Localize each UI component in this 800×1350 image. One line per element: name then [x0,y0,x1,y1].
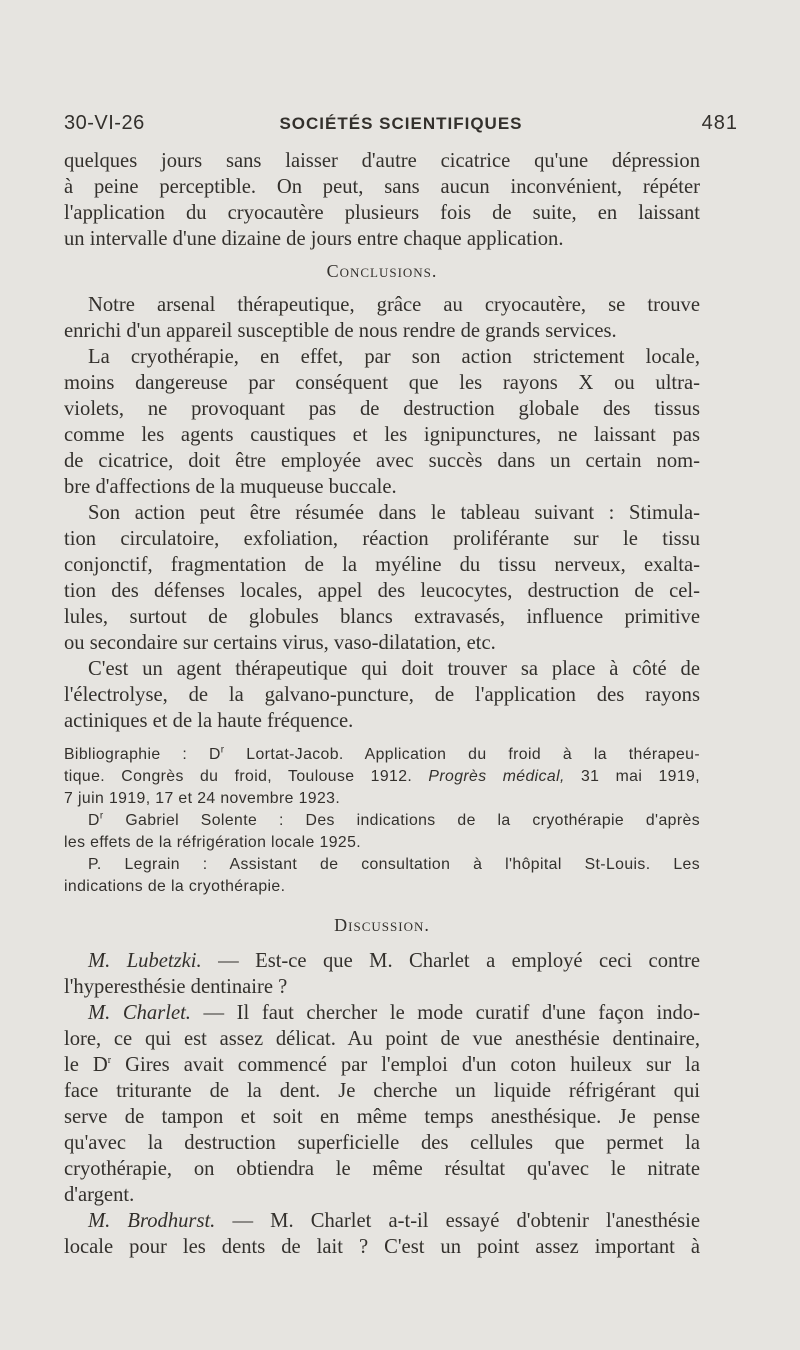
conclusions-heading: Conclusions. [326,261,438,281]
text-line: l'électrolyse, de la galvano-puncture, de l'application des rayons [64,684,700,706]
text-line: conjonctif, fragmentation de la myéline du tissu nerveux, exalta- [64,554,700,576]
paragraph-4 [64,500,700,656]
text-line: serve de tampon et soit en même temps anesthésique. Je pense [64,1106,700,1128]
running-header [64,112,738,142]
text-line: quelques jours sans laisser d'autre cicatrice qu'une dépression [64,150,700,172]
text-line: qu'avec la destruction superficielle des cellules que permet la [64,1132,700,1154]
journal-title: Progrès médical, [428,768,565,785]
biblio-line: 7 juin 1919, 17 et 24 novembre 1923. [64,790,341,807]
text-line: à peine perceptible. On peut, sans aucun inconvénient, répéter [64,176,700,198]
text-line: M. Lubetzki. — Est-ce que M. Charlet a employé ceci contre [88,950,701,972]
text-line: M. Brodhurst. — M. Charlet a-t-il essayé d'obtenir l'anesthésie [88,1210,700,1232]
text-line: actiniques et de la haute fréquence. [64,710,354,732]
text-line: C'est un agent thérapeutique qui doit trouver sa place à côté de [88,658,700,680]
issue-date: 30-VI-26 [64,112,145,134]
text-line: Notre arsenal thérapeutique, grâce au cryocautère, se trouve [88,294,700,316]
discussion-entry [64,1208,700,1260]
text-line: bre d'affections de la muqueuse buccale. [64,476,397,498]
text-line: l'hyperesthésie dentinaire ? [64,976,288,998]
text-line: le $D^r$ Gires avait commencé par l'emploi d'un coton huileux sur la [64,1054,701,1076]
text-line: tion des défenses locales, appel des leucocytes, destruction de cel- [64,580,700,602]
text-line: violets, ne provoquant pas de destruction globale des tissus [64,398,700,420]
text-line: d'argent. [64,1184,135,1206]
biblio-line: indications de la cryothérapie. [64,878,286,895]
speaker-name: M. Charlet. [88,1002,191,1024]
discussion-entry [64,1000,700,1208]
text-line: moins dangereuse par conséquent que les rayons X ou ultra- [64,372,700,394]
text-line: comme les agents caustiques et les ignipunctures, ne laissant pas [64,424,700,446]
paragraph-1 [64,148,700,252]
text-line: ou secondaire sur certains virus, vaso-dilatation, etc. [64,632,496,654]
biblio-line: tique. Congrès du froid, Toulouse 1912. Progrès médical, 31 mai 1919, [64,768,700,785]
speaker-name: M. Lubetzki. [88,950,202,972]
biblio-line: Bibliographie : $D^r$ Lortat-Jacob. Application du froid à la thérapeu- [64,744,700,763]
section-title: SOCIÉTÉS SCIENTIFIQUES [279,114,523,133]
text-line: lules, surtout de globules blancs extravasés, influence primitive [64,606,700,628]
text-line: face triturante de la dent. Je cherche un liquide réfrigérant qui [64,1080,700,1102]
biblio-line: $D^r$ Gabriel Solente : Des indications de la cryothérapie d'après [88,810,700,829]
text-line: M. Charlet. — Il faut chercher le mode curatif d'une façon indo- [88,1002,700,1024]
biblio-line: P. Legrain : Assistant de consultation à l'hôpital St-Louis. Les [88,856,700,873]
page-number: 481 [701,112,738,134]
biblio-line: les effets de la réfrigération locale 1925. [64,834,362,851]
paragraph-5 [64,656,700,734]
text-line: La cryothérapie, en effet, par son action strictement locale, [88,346,700,368]
paragraph-2 [64,292,700,344]
text-line: locale pour les dents de lait ? C'est un point assez important à [64,1236,700,1258]
text-line: Son action peut être résumée dans le tableau suivant : Stimula- [88,502,700,524]
text-line: enrichi d'un appareil susceptible de nous rendre de grands services. [64,320,617,342]
text-line: un intervalle d'une dizaine de jours entre chaque application. [64,228,564,250]
article-body [64,148,700,1260]
text-line: cryothérapie, on obtiendra le même résultat qu'avec le nitrate [64,1158,700,1180]
paragraph-3 [64,344,700,500]
text-line: lore, ce qui est assez délicat. Au point de vue anesthésie dentinaire, [64,1028,700,1050]
text-line: de cicatrice, doit être employée avec succès dans un certain nom- [64,450,700,472]
bibliography [64,744,700,898]
text-line: tion circulatoire, exfoliation, réaction proliférante sur le tissu [64,528,700,550]
text-line: l'application du cryocautère plusieurs fois de suite, en laissant [64,202,700,224]
speaker-name: M. Brodhurst. [88,1210,216,1232]
discussion-heading: Discussion. [334,915,430,935]
discussion-entry [64,948,700,1000]
